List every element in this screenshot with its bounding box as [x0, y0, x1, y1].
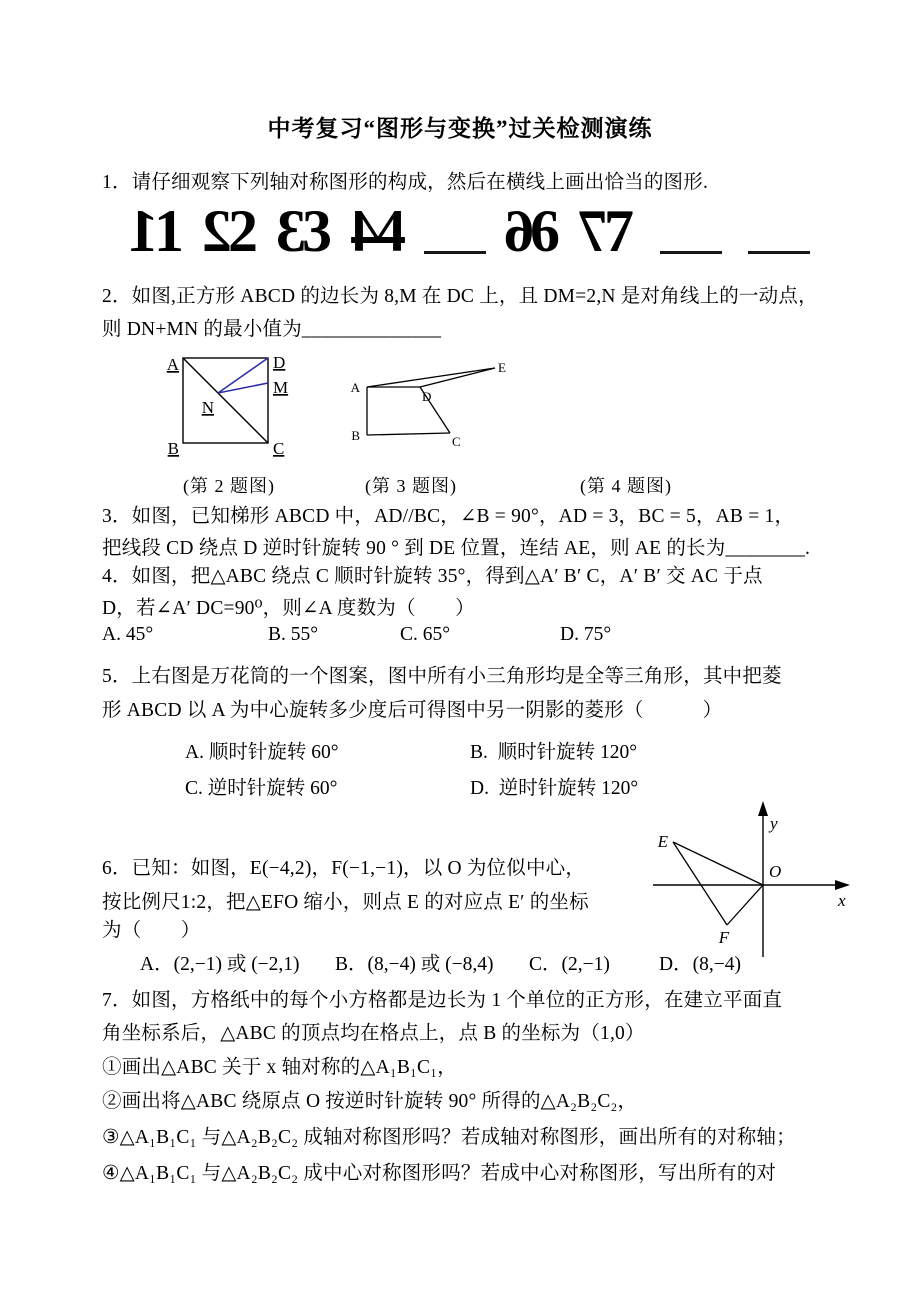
question-5-line-1: 5．上右图是万花筒的一个图案，图中所有小三角形均是全等三角形，其中把菱 [102, 666, 782, 687]
option-b[interactable]: B. 顺时针旋转 120° [470, 742, 638, 763]
option-b[interactable]: B. 55° [268, 624, 319, 645]
page-title: 中考复习“图形与变换”过关检测演练 [267, 116, 653, 141]
figure-question-3-trapezoid [338, 350, 528, 450]
digit: 4 [376, 197, 406, 264]
mirrored-digit: 1 [128, 197, 158, 264]
option-a[interactable]: A. 45° [102, 624, 154, 645]
label-b: B [167, 439, 179, 458]
digit: 6 [530, 197, 560, 264]
question-6-line-1: 6．已知：如图，E(−4,2)，F(−1,−1)，以 O 为位似中心， [102, 858, 586, 879]
label-d: D [422, 389, 432, 404]
figure-question-2-square [150, 338, 315, 478]
mirrored-digit: 4 [350, 197, 380, 264]
digit: 1 [154, 197, 184, 264]
question-1-text: 1．请仔细观察下列轴对称图形的构成，然后在横线上画出恰当的图形. [102, 172, 709, 193]
digit: 3 [302, 197, 332, 264]
answer-blank-2[interactable] [660, 251, 722, 254]
question-7-line-2: 角坐标系后，△ABC 的顶点均在格点上，点 B 的坐标为（1,0） [102, 1023, 645, 1044]
label-b: B [351, 428, 360, 443]
answer-blank-1[interactable] [424, 251, 486, 254]
question-6-line-3: 为（ ） [102, 920, 201, 941]
digit: 7 [604, 197, 634, 264]
question-6-options [102, 948, 842, 978]
option-a[interactable]: A. 顺时针旋转 60° [185, 742, 339, 763]
segment-of [727, 885, 763, 925]
option-a[interactable]: A．(2,−1) 或 (−2,1) [140, 954, 300, 975]
option-c[interactable]: C．(2,−1) [529, 954, 610, 975]
question-2-line-2: 则 DN+MN 的最小值为______________ [102, 319, 442, 340]
label-a: A [350, 380, 360, 395]
point-label-f: F [718, 928, 730, 947]
answer-blank-3[interactable] [748, 251, 810, 254]
mirror-symbol-7 [578, 197, 634, 264]
option-c[interactable]: C. 逆时针旋转 60° [185, 778, 338, 799]
option-c[interactable]: C. 65° [400, 624, 451, 645]
option-d[interactable]: D. 逆时针旋转 120° [470, 778, 639, 799]
label-n: N [201, 398, 214, 417]
y-axis-arrow-icon [758, 801, 768, 816]
axis-label-x: x [838, 891, 846, 910]
question-7-subitem-1: ①画出△ABC 关于 x 轴对称的△A₁B₁C₁， [102, 1057, 457, 1078]
label-m: M [273, 378, 289, 397]
digit: 2 [228, 197, 258, 264]
mirror-symbol-6 [504, 197, 560, 264]
mirror-symbol-1 [128, 197, 184, 264]
question-4-line-2: D，若∠A′ DC=90⁰，则∠A 度数为（ ） [102, 598, 475, 619]
question-2-line-1: 2．如图,正方形 ABCD 的边长为 8,M 在 DC 上，且 DM=2,N 是对角线上的一动点， [102, 286, 818, 307]
question-7-subitem-3: ③△A₁B₁C₁ 与△A₂B₂C₂ 成轴对称图形吗？若成轴对称图形，画出所有的对称轴； [102, 1127, 796, 1148]
question-7-line-1: 7．如图，方格纸中的每个小方格都是边长为 1 个单位的正方形，在建立平面直 [102, 990, 783, 1011]
point-label-e: E [657, 832, 668, 851]
label-d: D [273, 353, 286, 372]
caption-figure-3: (第 3 题图) [365, 476, 457, 496]
figure-question-6-axes [640, 795, 865, 965]
question-5-options-row-1 [102, 736, 842, 766]
mirrored-digit: 3 [276, 197, 306, 264]
question-4-options [102, 624, 842, 654]
option-d[interactable]: D. 75° [560, 624, 612, 645]
mirrored-digit: 7 [578, 197, 608, 264]
question-3-line-1: 3．如图，已知梯形 ABCD 中，AD//BC，∠B = 90°，AD = 3，BC = 5，AB = 1， [102, 506, 795, 527]
label-c: C [273, 439, 285, 458]
question-7-subitem-4: ④△A₁B₁C₁ 与△A₂B₂C₂ 成中心对称图形吗？若成中心对称图形，写出所有的对 [102, 1163, 777, 1184]
option-b[interactable]: B．(8,−4) 或 (−8,4) [335, 954, 494, 975]
mirror-symbol-3 [276, 197, 332, 264]
mirror-symbol-2 [202, 197, 258, 264]
question-7-subitem-2: ②画出将△ABC 绕原点 O 按逆时针旋转 90° 所得的△A₂B₂C₂， [102, 1091, 638, 1112]
caption-figure-2: (第 2 题图) [183, 476, 275, 496]
symmetry-symbols-row [128, 197, 810, 264]
question-6-line-2: 按比例尺1:2，把△EFO 缩小，则点 E 的对应点 E′ 的坐标 [102, 892, 589, 913]
label-a: A [166, 355, 179, 374]
mirrored-digit: 6 [504, 197, 534, 264]
option-d[interactable]: D．(8,−4) [659, 954, 741, 975]
label-e: E [498, 360, 506, 375]
question-3-line-2: 把线段 CD 绕点 D 逆时针旋转 90 ° 到 DE 位置，连结 AE，则 AE 的长为________. [102, 538, 811, 559]
label-c: C [452, 434, 461, 449]
axis-label-y: y [770, 814, 778, 833]
mirrored-digit: 2 [202, 197, 232, 264]
x-axis-arrow-icon [835, 880, 850, 890]
diagonal-ac [183, 358, 268, 443]
caption-figure-4: (第 4 题图) [580, 476, 672, 496]
side-bc [367, 433, 450, 435]
question-5-line-2: 形 ABCD 以 A 为中心旋转多少度后可得图中另一阴影的菱形（ ） [102, 700, 723, 721]
origin-label: O [769, 862, 782, 881]
mirror-symbol-4 [350, 197, 406, 264]
question-4-line-1: 4．如图，把△ABC 绕点 C 顺时针旋转 35°，得到△A′ B′ C，A′ B′ 交 AC 于点 [102, 566, 763, 587]
